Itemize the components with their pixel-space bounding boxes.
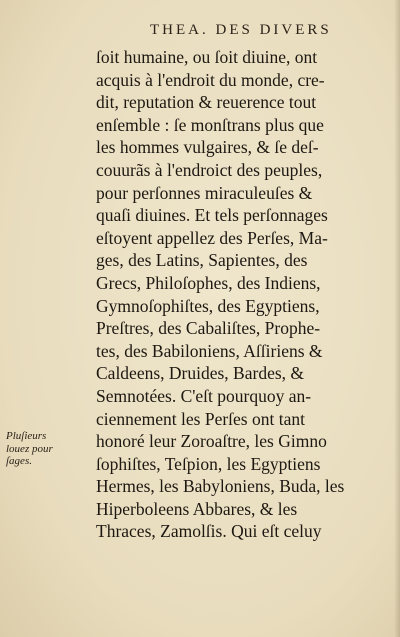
text-line: ſoit humaine, ou ſoit diuine, ont: [96, 47, 318, 67]
margin-note: [6, 430, 96, 468]
text-line: honoré leur Zoroaſtre, les Gimno: [96, 431, 327, 452]
text-line: enſemble : ſe monſtrans plus que: [96, 114, 324, 135]
text-line: Caldeens, Druides, Bardes, &: [96, 363, 305, 384]
text-line: Semnotées. C'eſt pourquoy an-: [96, 385, 312, 406]
text-line: ſophiſtes, Teſpion, les Egyptiens: [96, 453, 321, 474]
margin-note-line: louez pour: [6, 442, 53, 455]
text-line: Preſtres, des Cabaliſtes, Prophe-: [96, 318, 321, 339]
margin-note-line: Pluſieurs: [6, 430, 47, 442]
text-line: ciennement les Perſes ont tant: [96, 408, 305, 429]
text-line: Hiperboleens Abbares, & les: [96, 498, 298, 519]
text-line: dit, reputation & reuerence tout: [96, 92, 317, 113]
text-line: quaſi diuines. Et tels perſonnages: [96, 205, 328, 226]
text-line: pour perſonnes miraculeuſes &: [96, 182, 313, 203]
body-text: [96, 46, 396, 543]
page-edge-shadow: [394, 0, 400, 637]
text-line: les hommes vulgaires, & ſe deſ-: [96, 137, 319, 158]
text-line: Hermes, les Babyloniens, Buda, les: [96, 476, 345, 497]
text-line: Gymnoſophiſtes, des Egyptiens,: [96, 295, 320, 316]
text-line: acquis à l'endroit du monde, cre-: [96, 69, 325, 90]
text-line: eſtoyent appellez des Perſes, Ma-: [96, 227, 328, 248]
text-line: couurãs à l'endroict des peuples,: [96, 159, 323, 180]
text-line: tes, des Babiloniens, Aſſiriens &: [96, 340, 323, 361]
running-head: THEA. DES DIVERS: [150, 22, 332, 38]
text-line: ges, des Latins, Sapientes, des: [96, 250, 308, 271]
text-line: Grecs, Philoſophes, des Indiens,: [96, 272, 321, 293]
text-line: Thraces, Zamolſis. Qui eſt celuy: [96, 521, 322, 542]
margin-note-line: ſages.: [6, 455, 32, 467]
